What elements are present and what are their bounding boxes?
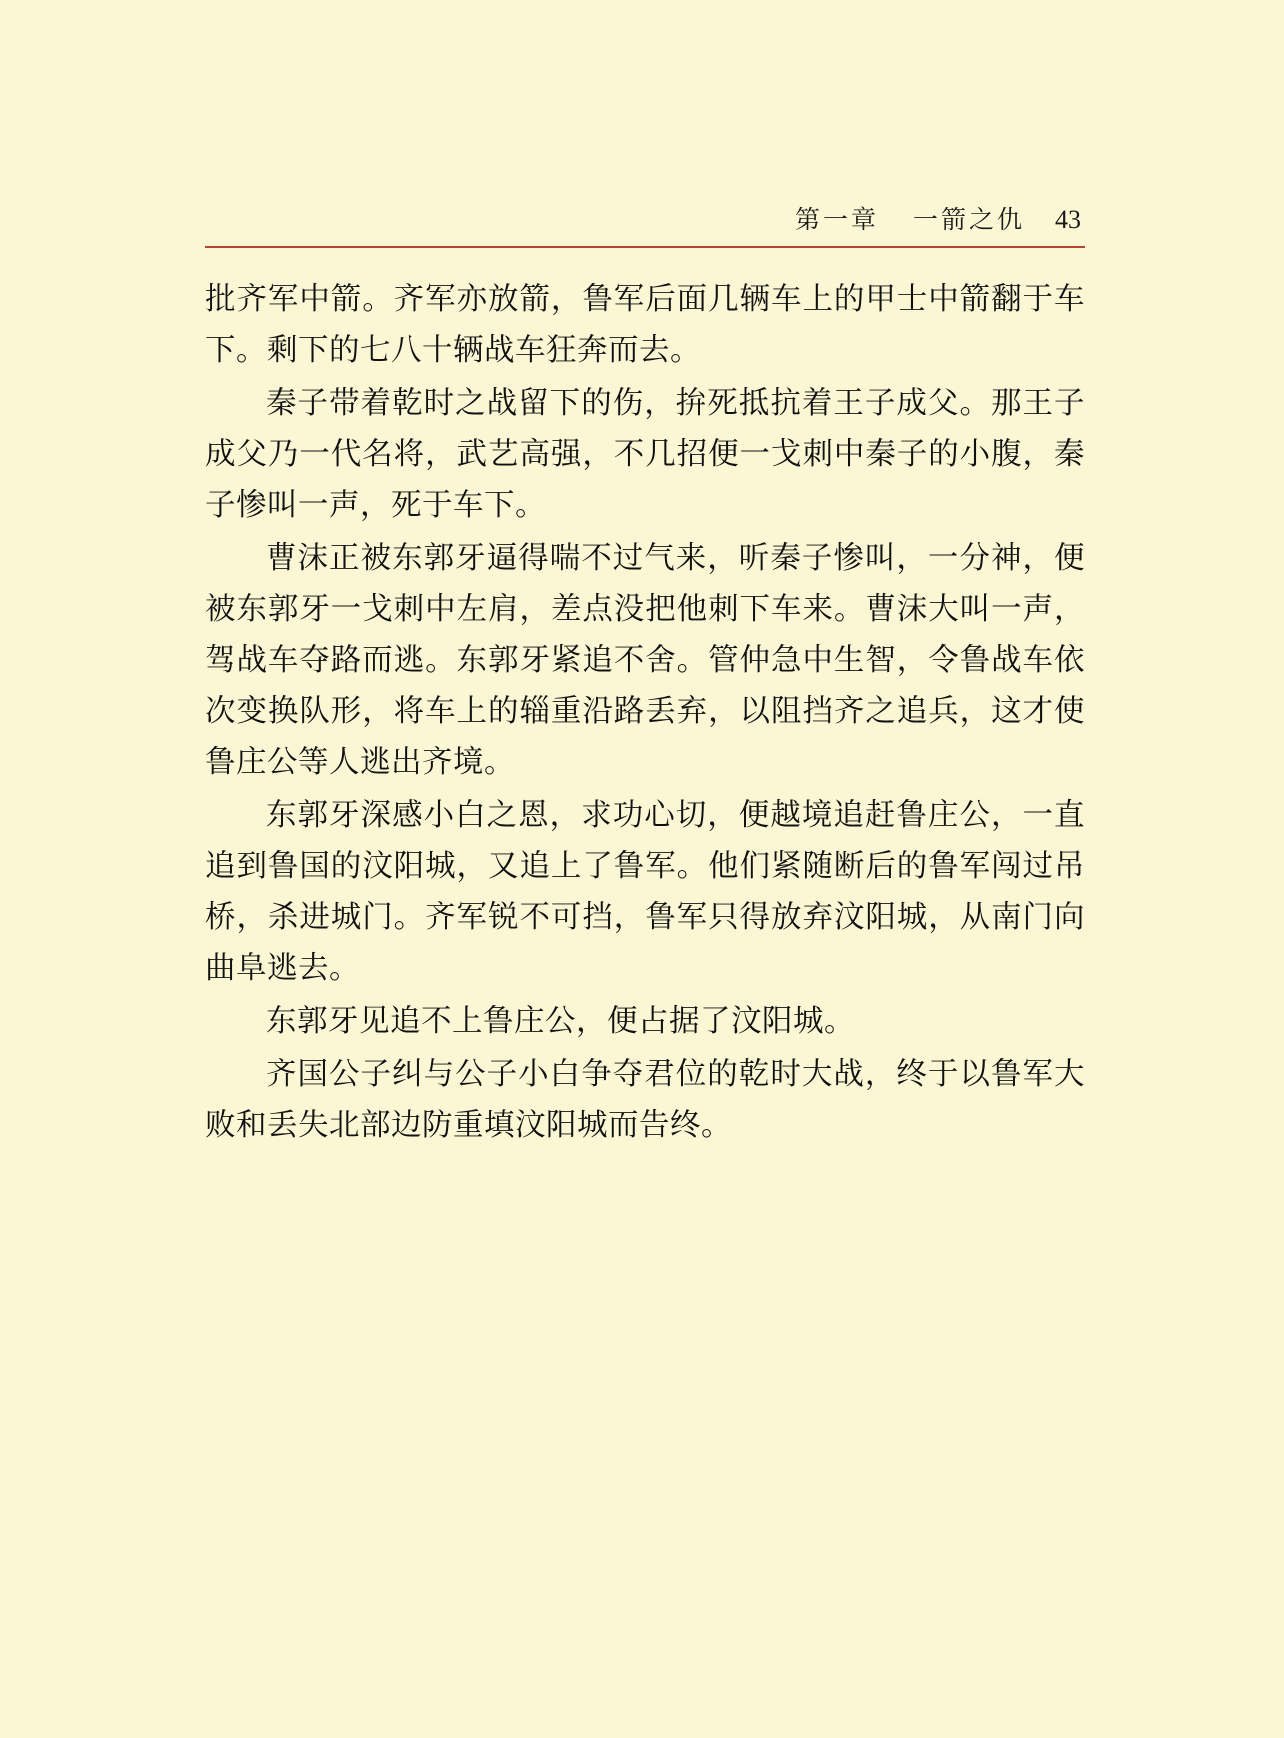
chapter-title: 一箭之仇 [912,207,1025,234]
paragraph: 齐国公子纠与公子小白争夺君位的乾时大战，终于以鲁军大败和丢失北部边防重填汶阳城而告终。 [205,1057,1085,1142]
paragraph: 东郭牙深感小白之恩，求功心切，便越境追赶鲁庄公，一直追到鲁国的汶阳城，又追上了鲁军。他们紧随断后的鲁军闯过吊桥，杀进城门。齐军锐不可挡，鲁军只得放弃汶阳城，从南门向曲阜逃去。 [205,798,1085,985]
paragraph: 秦子带着乾时之战留下的伤，拚死抵抗着王子成父。那王子成父乃一代名将，武艺高强，不几招便一戈刺中秦子的小腹，秦子惨叫一声，死于车下。 [205,386,1085,522]
page-content [205,200,1085,1153]
body-text [205,274,1085,1151]
page-number: 43 [1055,205,1081,234]
header-divider [205,246,1085,248]
paragraph: 东郭牙见追不上鲁庄公，便占据了汶阳城。 [266,1004,855,1038]
paragraph: 曹沫正被东郭牙逼得喘不过气来，听秦子惨叫，一分神，便被东郭牙一戈刺中左肩，差点没把他刺下车来。曹沫大叫一声，驾战车夺路而逃。东郭牙紧追不舍。管仲急中生智，令鲁战车依次变换队形，将车上的辎重沿路丢弃，以阻挡齐之追兵，这才使鲁庄公等人逃出齐境。 [205,541,1085,779]
chapter-label: 第一章 [794,207,879,234]
paragraph: 批齐军中箭。齐军亦放箭，鲁军后面几辆车上的甲士中箭翻于车下。剩下的七八十辆战车狂奔而去。 [205,282,1085,367]
page-header [205,200,1085,246]
